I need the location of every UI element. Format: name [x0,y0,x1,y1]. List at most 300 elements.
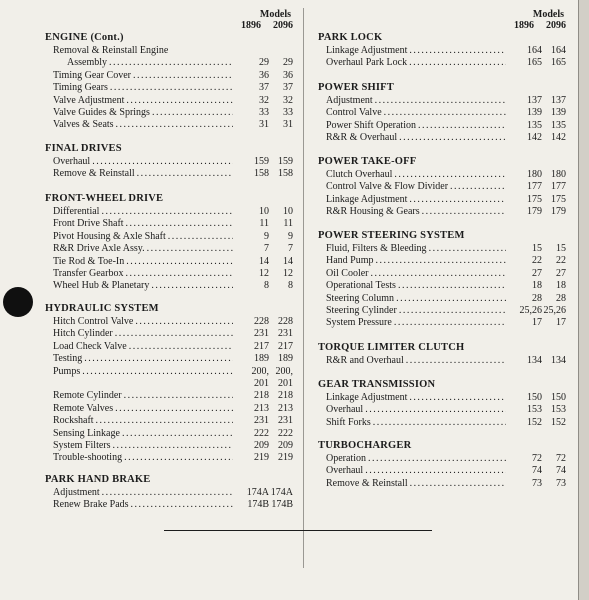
entry-label: Overhaul [53,155,91,167]
page-ref-1896: 164 [527,44,542,56]
page-ref-1896: 134 [527,354,542,366]
dot-leader [125,268,233,280]
page-ref-1896: 209 [254,439,269,451]
page-ref-2096: 18 [556,280,566,292]
index-entry [318,317,566,329]
entry-label: R&R Housing & Gears [326,206,420,218]
dot-leader [147,243,233,255]
dot-leader [406,355,506,367]
page-ref-2096: 28 [556,292,566,304]
page-ref-2096: 219 [278,452,293,464]
section-power-take-off [318,156,566,219]
section-park-hand-brake [45,474,293,512]
entry-label: Renew Brake Pads [53,499,129,511]
models-title-left: Models [259,9,291,20]
page-ref-2096: 9 [288,230,293,242]
page-ref-1896: 33 [259,106,269,118]
model-1896-left: 1896 [241,20,261,31]
dot-leader [126,256,233,268]
index-entry [318,132,566,144]
entry-label: Hitch Cylinder [53,328,113,340]
entry-label: R&R and Overhaul [326,354,404,366]
index-entry [45,428,293,440]
page-ref-2096: 189 [278,353,293,365]
page-ref-1896: 175 [527,193,542,205]
index-entry [318,355,566,367]
dot-leader [450,181,506,193]
index-entry [318,243,566,255]
entry-label: Adjustment [326,94,373,106]
index-entry [45,206,293,218]
dot-leader [137,168,233,180]
dot-leader [133,70,233,82]
section-power-shift [318,82,566,145]
index-entry [318,57,566,69]
column-divider [303,8,304,568]
section-hydraulic-system [45,303,293,465]
index-entry [45,168,293,180]
index-entry [318,417,566,429]
entry-label: Rockshaft [53,415,94,427]
page-ref-2096: 209 [278,439,293,451]
page-ref-1896: 36 [259,69,269,81]
page-ref-1896: 177 [527,181,542,193]
page-ref-1896: 139 [527,107,542,119]
page-ref-1896: 201 [254,377,269,389]
index-entry [45,316,293,328]
page-ref-1896: 231 [254,415,269,427]
page-ref-1896: 17 [532,317,542,329]
page-ref-2096: 74 [556,465,566,477]
dot-leader [398,280,506,292]
page-ref-2096: 158 [278,168,293,180]
page-ref-2096: 153 [551,404,566,416]
dot-leader [399,305,506,317]
model-2096-right: 2096 [546,20,566,31]
index-entry [318,305,566,317]
model-1896-right: 1896 [514,20,534,31]
index-entry [45,378,293,390]
page-ref-1896: 25,26 [519,304,542,316]
entry-label: Timing Gears [53,82,108,94]
dot-leader [113,440,233,452]
index-entry [318,95,566,107]
dot-leader [152,107,233,119]
entry-label: Linkage Adjustment [326,44,408,56]
index-entry [45,452,293,464]
index-entry [45,268,293,280]
page-ref-1896: 74 [532,465,542,477]
index-entry [45,243,293,255]
models-header-left [218,9,293,31]
page-ref-1896: 219 [254,452,269,464]
page-ref-2096: 150 [551,391,566,403]
page-ref-2096: 213 [278,402,293,414]
bottom-rule [164,530,432,531]
dot-leader [376,255,507,267]
entry-label: Clutch Overhaul [326,168,393,180]
page-ref-1896: 135 [527,119,542,131]
page-ref-1896: 8 [264,280,269,292]
dot-leader [399,132,506,144]
section-engine-cont [45,32,293,132]
index-entry [45,280,293,292]
entry-label: Steering Column [326,292,395,304]
page-ref-1896: 200, [251,365,269,377]
page-ref-2096: 37 [283,82,293,94]
page-ref-1896: 153 [527,404,542,416]
page-ref-2096: 11 [283,218,293,230]
section-title: POWER STEERING SYSTEM [318,230,465,241]
entry-label: Remove & Reinstall [53,168,135,180]
index-entry [45,499,293,511]
dot-leader [151,280,233,292]
page-ref-2096: 12 [283,267,293,279]
dot-leader [409,45,506,57]
index-entry [45,70,293,82]
page-ref-2096: 36 [283,69,293,81]
page-ref-2096: 135 [551,119,566,131]
entry-label: Steering Cylinder [326,304,397,316]
index-entry [45,231,293,243]
dot-leader [109,57,233,69]
page-ref-2096: 134 [551,354,566,366]
entry-label: Shift Forks [326,416,371,428]
index-entry [318,45,566,57]
page-ref-1896: 159 [254,155,269,167]
dot-leader [126,95,233,107]
dot-leader [373,417,506,429]
dot-leader [429,243,506,255]
page-ref-1896: 180 [527,168,542,180]
page-ref-2096: 222 [278,427,293,439]
index-entry [45,82,293,94]
page-ref-2096: 10 [283,205,293,217]
index-entry [45,119,293,131]
page-ref-1896: 12 [259,267,269,279]
page-ref-2096: 217 [278,340,293,352]
page-ref-2096: 231 [278,415,293,427]
page-edge [578,0,589,600]
dot-leader [124,452,233,464]
entry-label: Adjustment [53,486,100,498]
dot-leader [422,206,506,218]
entry-label: Hand Pump [326,255,374,267]
dot-leader [92,156,233,168]
page-ref-1896: 72 [532,452,542,464]
dot-leader [115,403,233,415]
entry-label: Wheel Hub & Planetary [53,280,150,292]
dot-leader [84,353,233,365]
page-ref-2096: 139 [551,107,566,119]
page-ref-1896: 137 [527,94,542,106]
entry-label: Transfer Gearbox [53,267,124,279]
dot-leader [371,268,507,280]
entry-label: Power Shift Operation [326,119,416,131]
dot-leader [115,328,233,340]
section-final-drives [45,143,293,181]
page-ref-2096: 22 [556,255,566,267]
page-ref-2096: 32 [283,94,293,106]
entry-label: Overhaul [326,465,364,477]
page-ref-2096: 142 [551,132,566,144]
index-entry [45,218,293,230]
page-ref-1896: 18 [532,280,542,292]
page-ref-2096: 179 [551,206,566,218]
dot-leader [116,119,233,131]
section-title: POWER TAKE-OFF [318,156,417,167]
entry-label: Trouble-shooting [53,452,123,464]
dot-leader [131,499,233,511]
index-entry [318,120,566,132]
entry-label: R&R Drive Axle Assy. [53,243,145,255]
index-entry [318,392,566,404]
dot-leader [409,57,506,69]
entry-label: Assembly [67,57,107,69]
section-front-wheel-drive [45,193,293,293]
dot-leader [168,231,233,243]
entry-label: Remove & Reinstall [326,477,408,489]
entry-label: Valve Adjustment [53,94,125,106]
page-ref-2096: 228 [278,315,293,327]
entry-label: Control Valve [326,107,382,119]
entry-label: Remote Cylinder [53,390,122,402]
index-entry [318,293,566,305]
page-ref-2096: 159 [278,155,293,167]
index-entry [45,353,293,365]
page-ref-2096: 164 [551,44,566,56]
page-ref-1896: 152 [527,416,542,428]
page-ref-1896: 158 [254,168,269,180]
entry-label: Timing Gear Cover [53,69,131,81]
dot-leader [418,120,506,132]
dot-leader [368,453,506,465]
page-ref-1896: 228 [254,315,269,327]
index-entry [318,280,566,292]
entry-label: Hitch Control Valve [53,315,134,327]
page-ref-2096: 25,26 [543,304,566,316]
entry-label: Pivot Housing & Axle Shaft [53,230,166,242]
dot-leader [110,82,233,94]
index-entry [45,45,293,57]
index-entry [45,328,293,340]
dot-leader [126,218,233,230]
entry-label: System Pressure [326,317,392,329]
index-entry [318,453,566,465]
page-ref-1896: 165 [527,57,542,69]
index-entry [45,95,293,107]
entry-label: Sensing Linkage [53,427,120,439]
entry-label: Overhaul [326,404,364,416]
page-ref-1896: 73 [532,477,542,489]
page-ref-1896: 231 [254,328,269,340]
page-ref-1896: 32 [259,94,269,106]
index-entry [318,169,566,181]
index-entry [45,256,293,268]
entry-label: Differential [53,205,100,217]
dot-leader [122,428,233,440]
page-ref-1896: 10 [259,205,269,217]
page-ref-1896: 37 [259,82,269,94]
page-ref-2096: 177 [551,181,566,193]
dot-leader [96,415,233,427]
index-entry [318,194,566,206]
page-ref-2096: 152 [551,416,566,428]
page-ref-2096: 29 [283,57,293,69]
page-ref-2096: 165 [551,57,566,69]
section-title: PARK LOCK [318,32,383,43]
page-ref-1896: 174A [246,486,269,498]
page-ref-2096: 201 [278,377,293,389]
page-ref-1896: 213 [254,402,269,414]
page-ref-2096: 137 [551,94,566,106]
dot-leader [102,487,233,499]
dot-leader [409,194,506,206]
entry-label: Operation [326,452,366,464]
index-entry [318,404,566,416]
index-entry [45,390,293,402]
page-ref-2096: 231 [278,328,293,340]
binder-hole [3,287,33,317]
entry-label: Testing [53,353,83,365]
page-ref-1896: 14 [259,255,269,267]
index-entry [45,107,293,119]
section-park-lock [318,32,566,70]
index-entry [45,403,293,415]
page-ref-1896: 27 [532,267,542,279]
index-entry [45,366,293,378]
section-title: FINAL DRIVES [45,143,122,154]
page-ref-2096: 33 [283,106,293,118]
page-ref-1896: 179 [527,206,542,218]
index-entry [45,415,293,427]
entry-label: Tie Rod & Toe-In [53,255,125,267]
dot-leader [135,316,233,328]
section-title: GEAR TRANSMISSION [318,379,436,390]
entry-label: Linkage Adjustment [326,391,408,403]
dot-leader [82,366,233,378]
page-ref-1896: 174B [247,499,269,511]
page-ref-2096: 27 [556,267,566,279]
entry-label: Operational Tests [326,280,396,292]
index-entry [318,465,566,477]
dot-leader [129,341,233,353]
entry-label: Linkage Adjustment [326,193,408,205]
entry-label: Overhaul Park Lock [326,57,408,69]
dot-leader [396,293,506,305]
page-ref-2096: 175 [551,193,566,205]
page-ref-1896: 7 [264,243,269,255]
entry-label: Load Check Valve [53,340,127,352]
page-ref-2096: 14 [283,255,293,267]
section-title: ENGINE (Cont.) [45,32,124,43]
section-title: TURBOCHARGER [318,440,412,451]
dot-leader [410,478,506,490]
models-header-right [492,9,566,31]
entry-label: Pumps [53,365,81,377]
page-ref-2096: 7 [288,243,293,255]
entry-label: Valves & Seats [53,119,114,131]
index-entry [45,487,293,499]
page-ref-2096: 8 [288,280,293,292]
page-ref-1896: 29 [259,57,269,69]
index-entry [318,255,566,267]
page-ref-1896: 150 [527,391,542,403]
entry-label: System Filters [53,439,111,451]
entry-label: Control Valve & Flow Divider [326,181,449,193]
entry-label: Fluid, Filters & Bleeding [326,242,427,254]
section-gear-transmission [318,379,566,429]
entry-label: Valve Guides & Springs [53,106,150,118]
models-title-right: Models [532,9,564,20]
page-ref-1896: 31 [259,119,269,131]
dot-leader [394,169,506,181]
entry-label: Oil Cooler [326,267,369,279]
page-ref-2096: 31 [283,119,293,131]
page-ref-1896: 11 [259,218,269,230]
index-entry [45,57,293,69]
page-ref-2096: 174B [271,499,293,511]
page-ref-2096: 15 [556,242,566,254]
index-entry [45,156,293,168]
page-ref-2096: 17 [556,317,566,329]
section-turbocharger [318,440,566,490]
index-entry [318,268,566,280]
page-ref-2096: 72 [556,452,566,464]
entry-label: Remote Valves [53,402,114,414]
entry-label: Removal & Reinstall Engine [53,44,169,56]
dot-leader [124,390,233,402]
model-2096-left: 2096 [273,20,293,31]
page-ref-1896: 28 [532,292,542,304]
dot-leader [101,206,233,218]
section-title: POWER SHIFT [318,82,395,93]
entry-label: R&R & Overhaul [326,132,398,144]
page-ref-2096: 180 [551,168,566,180]
page-ref-1896: 9 [264,230,269,242]
index-entry [318,478,566,490]
dot-leader [409,392,506,404]
index-entry [318,107,566,119]
page-ref-2096: 218 [278,390,293,402]
page-ref-1896: 218 [254,390,269,402]
page-ref-1896: 222 [254,427,269,439]
section-title: HYDRAULIC SYSTEM [45,303,159,314]
page-ref-2096: 174A [270,486,293,498]
dot-leader [375,95,506,107]
index-entry [318,206,566,218]
index-entry [45,341,293,353]
page-ref-1896: 15 [532,242,542,254]
dot-leader [384,107,506,119]
index-entry [318,181,566,193]
index-entry [45,440,293,452]
section-title: FRONT-WHEEL DRIVE [45,193,164,204]
page-ref-2096: 200, [275,365,293,377]
page-ref-1896: 189 [254,353,269,365]
section-torque-limiter-clutch [318,342,566,367]
section-title: PARK HAND BRAKE [45,474,151,485]
section-power-steering-system [318,230,566,330]
page-ref-1896: 217 [254,340,269,352]
page-ref-1896: 22 [532,255,542,267]
entry-label: Front Drive Shaft [53,218,124,230]
dot-leader [394,317,506,329]
page-ref-1896: 142 [527,132,542,144]
dot-leader [365,465,506,477]
page-ref-2096: 73 [556,477,566,489]
dot-leader [365,404,506,416]
